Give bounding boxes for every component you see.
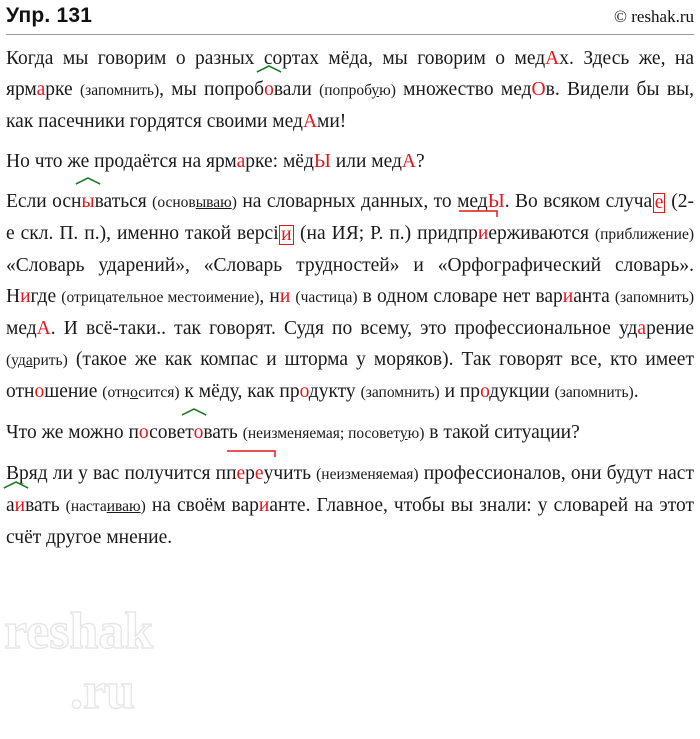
prefix-bar-group — [458, 218, 489, 249]
note-text: (неизменяемая; посовет — [242, 425, 400, 442]
note-text: ю) — [407, 425, 425, 442]
text-fragment: на словарных данных, то мед — [236, 191, 488, 212]
text-fragment: мед — [6, 318, 37, 339]
highlight-letter: А — [401, 151, 417, 172]
ending-box: е — [654, 192, 664, 213]
note-text: (частица) — [295, 289, 358, 306]
watermark — [0, 596, 250, 731]
text-fragment: (2-е скл. П. п.), именно такой версi — [6, 191, 695, 244]
note-text: (неизменяемая) — [316, 466, 419, 483]
note-text: сится) — [138, 384, 180, 401]
copyright-label: © reshak.ru — [614, 7, 694, 26]
note-text: ) — [140, 498, 146, 515]
highlight-letter: и — [279, 286, 291, 307]
text-fragment: «Словарь ударений», «Словарь трудностей» и «Орфографический словарь». Н — [6, 255, 694, 307]
text-fragment: р — [245, 463, 255, 484]
highlight-letter: Ы — [313, 151, 331, 172]
highlight-letter: А — [302, 111, 318, 132]
text-fragment: . — [633, 381, 639, 402]
page-header — [6, 4, 694, 28]
text-fragment: (на ИЯ; Р. п.) прид — [294, 223, 458, 244]
highlight-letter: о — [299, 381, 309, 402]
text-fragment: ваться — [94, 191, 153, 212]
caret-icon — [181, 408, 207, 416]
note-underlined: у — [371, 82, 380, 99]
page-title: Упр. 131 — [6, 4, 93, 27]
text-fragment: дукции — [489, 381, 555, 402]
text-fragment: Если осн — [6, 191, 82, 212]
prefix-bar-group — [226, 458, 264, 489]
note-text: ю) — [379, 82, 396, 99]
text-fragment: . И всё-таки.. так говорят. Судя по всему, это профессиональное уд — [50, 318, 638, 339]
paragraph-3 — [6, 186, 694, 408]
text-fragment: а — [6, 495, 15, 516]
text-fragment: п — [226, 463, 237, 484]
prefix-bracket-icon — [226, 450, 276, 458]
highlight-letter: е — [254, 463, 264, 484]
note-text: (запомнить) — [80, 82, 160, 99]
text-fragment: рке — [45, 79, 80, 100]
highlight-letter: А — [545, 48, 560, 69]
highlight-letter: и — [562, 286, 574, 307]
highlight-letter: и — [14, 495, 26, 516]
highlight-letter: о — [34, 381, 45, 402]
text-fragment: в одном словаре нет вар — [357, 286, 563, 307]
suffix-caret-group — [81, 186, 94, 217]
text-fragment: и пр — [439, 381, 481, 402]
note-text: (запомнить) — [554, 384, 634, 401]
text-fragment: сове — [149, 422, 186, 443]
paragraph-2 — [6, 146, 694, 177]
note-underlined: ываю — [195, 194, 232, 211]
note-underlined: а — [25, 352, 33, 369]
header-divider — [6, 34, 694, 35]
text-fragment: пр — [457, 223, 478, 244]
text-fragment: дукту — [308, 381, 361, 402]
text-fragment: анте. Главное, чтобы вы знали: у словарей на этот счёт другое мнение. — [6, 495, 695, 548]
highlight-letter: а — [637, 318, 647, 339]
highlight-letter: и — [258, 495, 270, 516]
text-fragment: к мёду, как пр — [179, 381, 300, 402]
text-fragment: Вряд ли у вас получится п — [6, 463, 227, 484]
text-fragment: профессионалов, они будут наст — [418, 463, 694, 484]
text-fragment: вали — [273, 79, 320, 100]
note-text: (уд — [6, 352, 26, 369]
note-text: (отн — [102, 384, 131, 401]
highlight-letter: Ы — [487, 191, 505, 212]
suffix-caret-group — [6, 490, 25, 521]
text-fragment: в. Видели бы вы, как пасечники гордятся своими мед — [6, 79, 694, 132]
highlight-letter: о — [138, 422, 150, 443]
note-text: (приближение) — [594, 226, 694, 243]
suffix-caret-group — [264, 74, 274, 105]
text-fragment: ? — [416, 151, 425, 172]
ending-box: и — [281, 224, 292, 245]
text-fragment: , мы попроб — [159, 79, 265, 100]
highlight-letter: ы — [81, 191, 95, 212]
text-fragment: в такой ситуации? — [424, 422, 580, 443]
text-fragment: Что же можно п — [6, 422, 139, 443]
note-text: (запомнить) — [360, 384, 440, 401]
note-text: (основ — [152, 194, 196, 211]
text-fragment: рение — [646, 318, 694, 339]
text-fragment: учить — [263, 463, 317, 484]
highlight-letter: и — [20, 286, 31, 307]
highlight-letter: о — [193, 422, 204, 443]
caret-icon — [75, 177, 101, 185]
paragraph-5 — [6, 458, 694, 553]
highlight-letter: и — [477, 223, 489, 244]
text-fragment: (такое же как компас и шторма у моряков). Так говорят все, кто имеет отн — [6, 349, 694, 402]
note-text: ) — [231, 194, 237, 211]
text-fragment: на своём вар — [145, 495, 259, 516]
highlight-letter: А — [36, 318, 51, 339]
highlight-letter: о — [480, 381, 490, 402]
text-fragment: ми! — [317, 111, 347, 132]
highlight-letter: а — [36, 79, 46, 100]
text-fragment: Когда мы говорим о разных сортах мёда, мы говорим о мед — [6, 48, 546, 69]
text-fragment: множество мед — [395, 79, 532, 100]
note-text: (отрицательное местоимение) — [61, 289, 260, 306]
note-underlined: иваю — [106, 498, 141, 515]
text-fragment: , н — [259, 286, 280, 307]
paragraph-1 — [6, 43, 694, 137]
highlight-letter: о — [264, 79, 274, 100]
watermark-text-2: .ru — [70, 663, 135, 720]
text-fragment: шение — [44, 381, 103, 402]
paragraph-4 — [6, 417, 694, 449]
note-underlined: у — [399, 425, 408, 442]
highlight-letter: е — [236, 463, 246, 484]
text-fragment: анта — [573, 286, 615, 307]
text-fragment: вать — [25, 495, 66, 516]
text-fragment: рке: мёд — [245, 151, 314, 172]
note-text: рить) — [32, 352, 68, 369]
text-fragment: т — [185, 422, 194, 443]
highlight-letter: а — [236, 151, 246, 172]
note-text: (запомнить) — [614, 289, 695, 306]
watermark-text-1: reshak — [4, 603, 154, 660]
note-underlined: о — [130, 384, 139, 401]
text-fragment: ерживаются — [488, 223, 595, 244]
highlight-letter: О — [531, 79, 546, 100]
text-fragment: х. Здесь же, на ярм — [6, 48, 695, 100]
note-text: (наста — [65, 498, 107, 515]
text-fragment: . Во всяком случа — [504, 191, 653, 212]
text-fragment: Но что же продаётся на ярм — [6, 151, 237, 172]
text-fragment: или мед — [330, 151, 402, 172]
text-fragment: вать — [203, 422, 243, 443]
note-text: (попроб — [319, 82, 372, 99]
suffix-caret-group — [185, 417, 203, 448]
text-fragment: где — [30, 286, 62, 307]
